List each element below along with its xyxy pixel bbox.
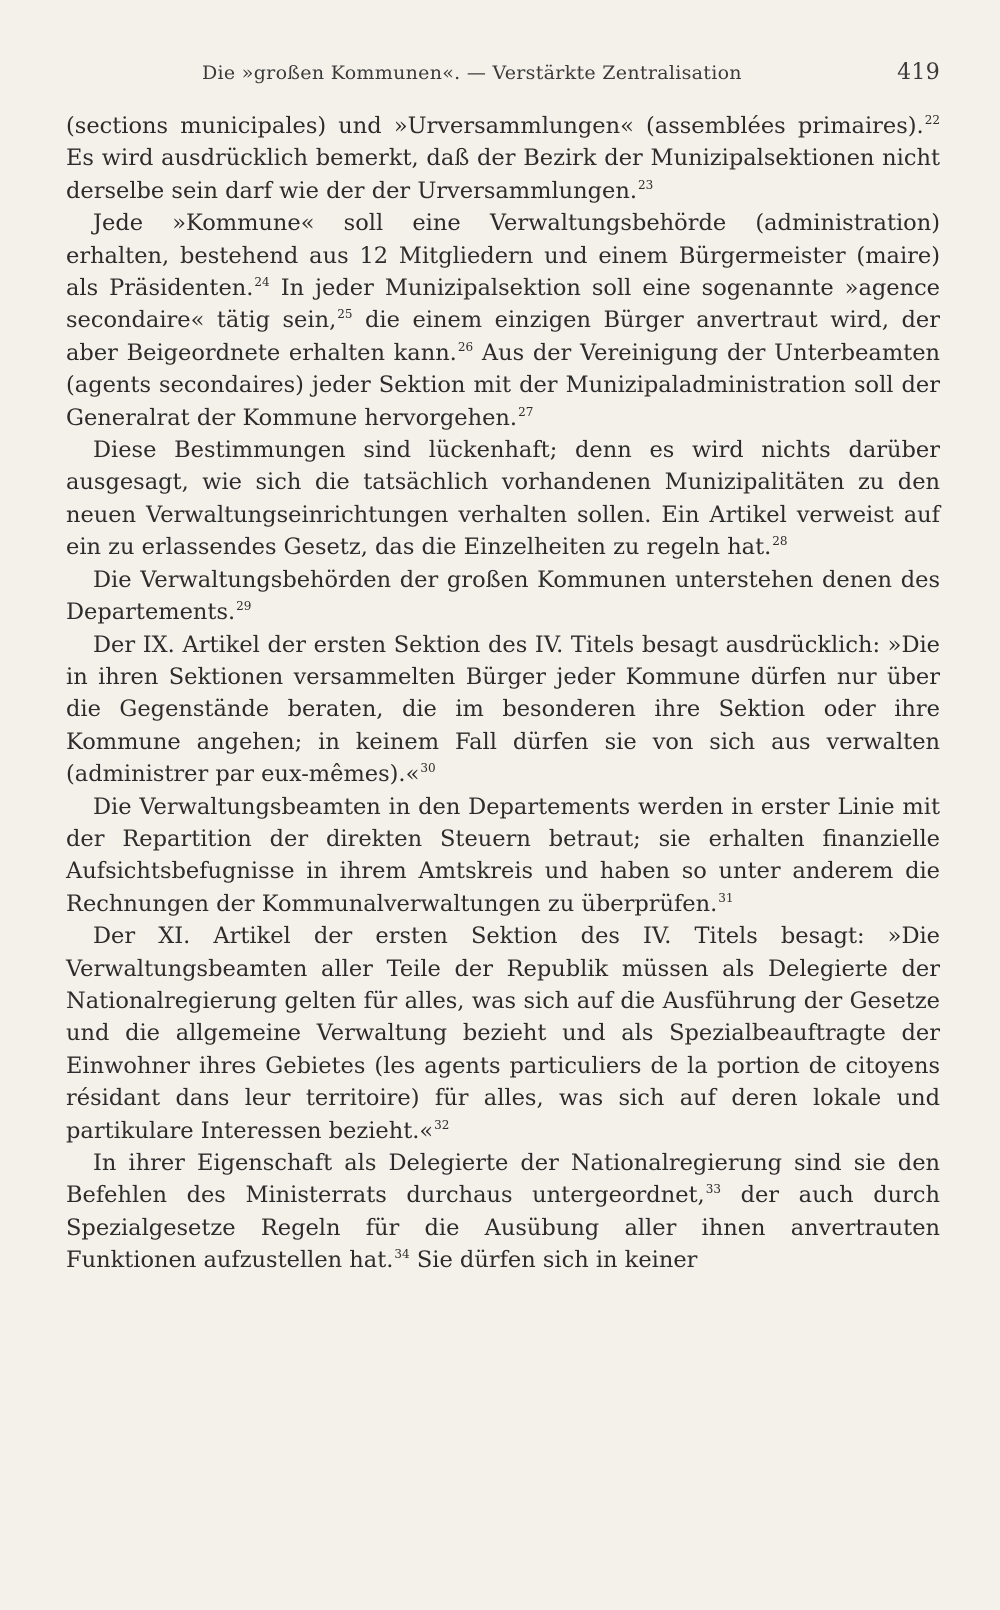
text-run: Die Verwaltungsbeamten in den Departements werden in erster Linie mit der Repartition der direkten Steuern betraut; sie erhalten finanzielle Aufsichtsbefugnisse in ihrem Amtskreis und haben so unter anderem die Rechnungen der Kommunalverwaltungen zu überprüfen.: [66, 793, 940, 917]
footnote-marker[interactable]: 27: [518, 404, 534, 419]
text-run: der auch durch Spezialgesetze Regeln für die Ausübung aller ihnen anvertrauten Funktionen aufzustellen hat.: [66, 1182, 940, 1274]
text-run: Es wird ausdrücklich bemerkt, daß der Bezirk der Munizipalsektionen nicht derselbe sein darf wie der der Urversammlungen.: [66, 145, 940, 204]
footnote-marker[interactable]: 34: [394, 1247, 410, 1262]
footnote-marker[interactable]: 22: [924, 113, 940, 127]
paragraph: [66, 434, 940, 564]
text-run: Der XI. Artikel der ersten Sektion des IV. Titels besagt: »Die Verwaltungsbeamten aller Teile der Republik müssen als Delegierte der Nationalregierung gelten für alles, was sich auf die Ausführung der Gesetze und die allgemeine Verwaltung bezieht und als Spezialbeauftragte der Einwohner ihres Gebietes (les agents particuliers de la portion de citoyens résidant dans leur territoire) für alles, was sich auf deren lokale und partikulare Interessen bezieht.«: [66, 923, 940, 1144]
footnote-marker[interactable]: 23: [638, 177, 654, 192]
paragraph: [66, 110, 940, 207]
footnote-marker[interactable]: 26: [457, 339, 474, 354]
paragraph: [66, 629, 940, 791]
running-title: Die »großen Kommunen«. — Verstärkte Zentralisation: [202, 62, 742, 84]
text-run: Jede »Kommune« soll eine Verwaltungsbehörde (administration) erhalten, bestehend aus 12 Mitgliedern und einem Bürgermeister (maire) als Präsidenten.: [66, 210, 940, 302]
footnote-marker[interactable]: 25: [337, 307, 353, 322]
text-run: Diese Bestimmungen sind lückenhaft; denn es wird nichts darüber ausgesagt, wie sich die tatsächlich vorhandenen Munizipalitäten zu den neuen Verwaltungseinrichtungen verhalten sollen. Ein Artikel verweist auf ein zu erlassendes Gesetz, das die Einzelheiten zu regeln hat.: [66, 437, 940, 561]
text-run: Die Verwaltungsbehörden der großen Kommunen unterstehen denen des Departements.: [66, 566, 940, 626]
footnote-marker[interactable]: 29: [236, 599, 252, 614]
paragraph: [66, 207, 940, 434]
text-run: Aus der Vereinigung der Unterbeamten (agents secondaires) jeder Sektion mit der Munizipaladministration soll der Generalrat der Kommune hervorgehen.: [66, 339, 940, 431]
footnote-marker[interactable]: 31: [718, 890, 734, 905]
text-run: In jeder Munizipalsektion soll eine sogenannte »agence secondaire« tätig sein,: [66, 275, 940, 334]
text-run: In ihrer Eigenschaft als Delegierte der Nationalregierung sind sie den Befehlen des Ministerrats durchaus untergeordnet,: [66, 1150, 940, 1209]
footnote-marker[interactable]: 28: [772, 534, 788, 549]
page-number: 419: [897, 60, 940, 85]
text-run: die einem einzigen Bürger anvertraut wird, der aber Beigeordnete erhalten kann.: [66, 307, 940, 366]
text-run: Sie dürfen sich in keiner: [409, 1247, 698, 1274]
paragraph: [66, 1147, 940, 1277]
paragraph: [66, 920, 940, 1147]
body-text: [66, 110, 940, 1277]
paragraph: [66, 791, 940, 921]
footnote-marker[interactable]: 32: [434, 1117, 450, 1132]
text-run: Der IX. Artikel der ersten Sektion des IV. Titels besagt ausdrücklich: »Die in ihren Sektionen versammelten Bürger jeder Kommune dürfen nur über die Gegenstände beraten, die im besonderen ihre Sektion oder ihre Kommune angehen; in keinem Fall dürfen sie von sich aus verwalten (administrer par eux-mêmes).«: [66, 631, 940, 788]
text-run: (sections municipales) und »Urversammlungen« (assemblées primaires).: [66, 113, 924, 139]
paragraph: [66, 564, 940, 629]
footnote-marker[interactable]: 30: [420, 761, 436, 776]
footnote-marker[interactable]: 24: [254, 275, 270, 290]
book-page: [66, 52, 940, 1277]
footnote-marker[interactable]: 33: [705, 1182, 721, 1197]
running-header: [66, 52, 940, 92]
